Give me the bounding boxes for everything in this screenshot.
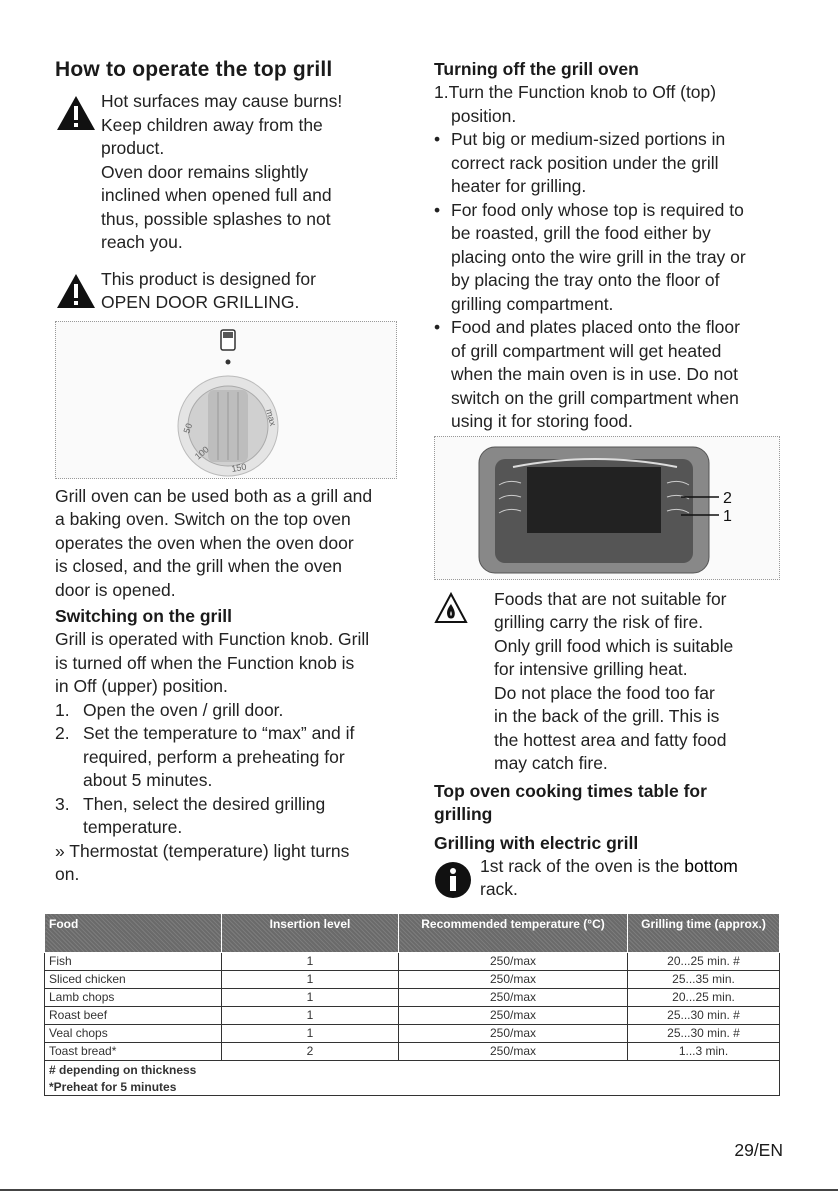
warning-line: in the back of the grill. This is — [494, 706, 720, 726]
table-cell: 250/max — [399, 971, 628, 989]
heading-line: Top oven cooking times table for — [434, 780, 707, 801]
column-header: Grilling time (approx.) — [628, 914, 780, 953]
text-line: switch on the grill compartment when — [451, 387, 739, 408]
table-cell: Roast beef — [45, 1007, 222, 1025]
step-text: Open the oven / grill door. — [83, 699, 284, 720]
step-text: temperature. — [83, 817, 183, 837]
table-cell: 25...30 min. # — [628, 1007, 780, 1025]
info-text-line: rack. — [480, 879, 518, 899]
fire-warning-icon — [434, 592, 468, 624]
text-line: by placing the tray onto the floor of — [451, 270, 720, 290]
warning-line: reach you. — [101, 232, 183, 252]
text-line: of grill compartment will get heated — [451, 340, 722, 361]
step-text: Set the temperature to “max” and if — [83, 723, 355, 743]
text-line: heater for grilling. — [451, 176, 587, 196]
rack-position-figure — [434, 436, 780, 580]
warning-line: the hottest area and fatty food — [494, 729, 727, 750]
text-line: • Food and plates placed onto the floor — [451, 317, 740, 337]
text-line: on. — [55, 864, 80, 884]
step-item — [55, 793, 405, 840]
step-item — [55, 699, 405, 723]
warning-triangle-icon — [55, 272, 97, 310]
tips-list — [434, 128, 784, 434]
warning-line: Oven door remains slightly — [101, 161, 309, 182]
text-line: be roasted, grill the food either by — [451, 223, 711, 243]
text-line: is turned off when the Function knob is — [55, 652, 355, 673]
text-line: grilling compartment. — [451, 293, 614, 314]
list-item — [451, 316, 784, 434]
table-cell: 1 — [222, 953, 399, 971]
intro-paragraph — [55, 485, 405, 603]
table-body — [45, 953, 780, 1096]
table-cell: 20...25 min. # — [628, 953, 780, 971]
warning-line: Hot surfaces may cause burns! — [101, 91, 343, 111]
text-line: 1.Turn the Function knob to Off (top) — [434, 82, 717, 102]
table-row — [45, 953, 780, 971]
list-item — [451, 128, 784, 199]
table-footnote: # depending on thickness — [45, 1061, 780, 1079]
table-cell: 2 — [222, 1043, 399, 1061]
result-note — [55, 840, 405, 887]
knob-label: 50 — [181, 421, 195, 435]
warning-line: may catch fire. — [494, 753, 608, 773]
column-header: Insertion level — [222, 914, 399, 953]
warning-line: Only grill food which is suitable — [494, 635, 734, 656]
text-line: operates the oven when the oven door — [55, 532, 354, 553]
right-column — [434, 58, 784, 902]
warning-line: Keep children away from the — [101, 114, 323, 135]
text-line: • For food only whose top is required to — [451, 199, 744, 220]
warning-line: This product is designed for — [101, 268, 316, 289]
step-number: 1. — [55, 699, 70, 720]
rack-label-2: 2 — [723, 489, 732, 507]
text-line: in Off (upper) position. — [55, 676, 228, 696]
steps-list — [55, 699, 405, 840]
table-row — [45, 989, 780, 1007]
table-cell: 250/max — [399, 989, 628, 1007]
table-cell: 1 — [222, 1025, 399, 1043]
left-column — [55, 58, 405, 887]
table-row — [45, 1007, 780, 1025]
table-cell: 1 — [222, 971, 399, 989]
table-row — [45, 1025, 780, 1043]
switching-paragraph — [55, 628, 405, 699]
step-text: about 5 minutes. — [83, 770, 213, 790]
text-line: correct rack position under the grill — [451, 152, 719, 173]
knob-label: 100 — [192, 443, 211, 462]
warning-line: Foods that are not suitable for — [494, 588, 727, 609]
table-cell: 1 — [222, 1007, 399, 1025]
electric-grill-heading: Grilling with electric grill — [434, 832, 639, 853]
function-knob-illustration — [56, 322, 396, 478]
step-number: 3. — [55, 793, 70, 814]
grilling-times-table — [44, 913, 780, 1096]
step-number: 2. — [55, 723, 70, 743]
table-header-row — [45, 914, 780, 953]
table-cell: 25...35 min. — [628, 971, 780, 989]
warning-line: thus, possible splashes to not — [101, 208, 331, 229]
text-line: door is opened. — [55, 579, 176, 600]
warning-triangle-icon — [55, 94, 97, 132]
table-cell: Sliced chicken — [45, 971, 222, 989]
text-line: Grill oven can be used both as a grill and — [55, 485, 373, 506]
warning-line: OPEN DOOR GRILLING. — [101, 292, 300, 312]
warning-line: Do not place the food too far — [494, 682, 715, 703]
text-line: using it for storing food. — [451, 411, 633, 431]
grill-compartment-illustration — [435, 437, 779, 579]
text-line: a baking oven. Switch on the top oven — [55, 509, 351, 529]
step-text: required, perform a preheating for — [83, 746, 345, 767]
warning-line: inclined when opened full and — [101, 185, 332, 205]
section-title: How to operate the top grill — [55, 58, 333, 81]
table-cell: 20...25 min. — [628, 989, 780, 1007]
page-number: 29/EN — [734, 1140, 783, 1160]
text-line: Grill is operated with Function knob. Grill — [55, 629, 370, 649]
knob-label: max — [264, 407, 279, 427]
table-cell: Veal chops — [45, 1025, 222, 1043]
table-row — [45, 971, 780, 989]
rack-label-1: 1 — [723, 507, 732, 525]
table-note-row — [45, 1061, 780, 1079]
table-cell: 250/max — [399, 1007, 628, 1025]
warning-line: product. — [101, 138, 165, 158]
burn-warning — [55, 90, 405, 255]
table-cell: 250/max — [399, 1043, 628, 1061]
column-header: Food — [45, 914, 222, 953]
info-text: 1st rack of the oven is the — [480, 855, 685, 876]
table-cell: 25...30 min. # — [628, 1025, 780, 1043]
text-line: position. — [451, 105, 517, 126]
table-cell: 1...3 min. — [628, 1043, 780, 1061]
info-icon — [434, 861, 472, 899]
column-header: Recommended temperature (°C) — [399, 914, 628, 953]
turning-off-heading: Turning off the grill oven — [434, 59, 639, 79]
table-cell: Toast bread* — [45, 1043, 222, 1061]
table-cell: Fish — [45, 953, 222, 971]
text-line: is closed, and the grill when the oven — [55, 556, 342, 576]
warning-line: grilling carry the risk of fire. — [494, 612, 704, 632]
step-item — [55, 722, 405, 793]
table-note-row — [45, 1078, 780, 1096]
text-line: placing onto the wire grill in the tray or — [451, 246, 746, 267]
table-cell: 250/max — [399, 1025, 628, 1043]
text-line: • Put big or medium-sized portions in — [451, 129, 726, 149]
table-cell: Lamb chops — [45, 989, 222, 1007]
function-knob-figure — [55, 321, 397, 479]
table-heading — [434, 780, 784, 826]
text-line: when the main oven is in use. Do not — [451, 364, 738, 384]
warning-line: for intensive grilling heat. — [494, 659, 688, 679]
open-door-warning — [55, 268, 405, 315]
info-bold-text: bottom — [684, 855, 738, 876]
switching-heading: Switching on the grill — [55, 606, 232, 626]
fire-warning — [434, 588, 784, 776]
heading-line: grilling — [434, 803, 493, 824]
text-line: » Thermostat (temperature) light turns — [55, 840, 350, 861]
info-note — [434, 855, 784, 902]
knob-label: 150 — [230, 461, 248, 474]
step-text: Then, select the desired grilling — [83, 793, 326, 814]
table-cell: 250/max — [399, 953, 628, 971]
table-cell: 1 — [222, 989, 399, 1007]
table-footnote: *Preheat for 5 minutes — [45, 1078, 780, 1096]
list-item — [451, 199, 784, 317]
table-row — [45, 1043, 780, 1061]
